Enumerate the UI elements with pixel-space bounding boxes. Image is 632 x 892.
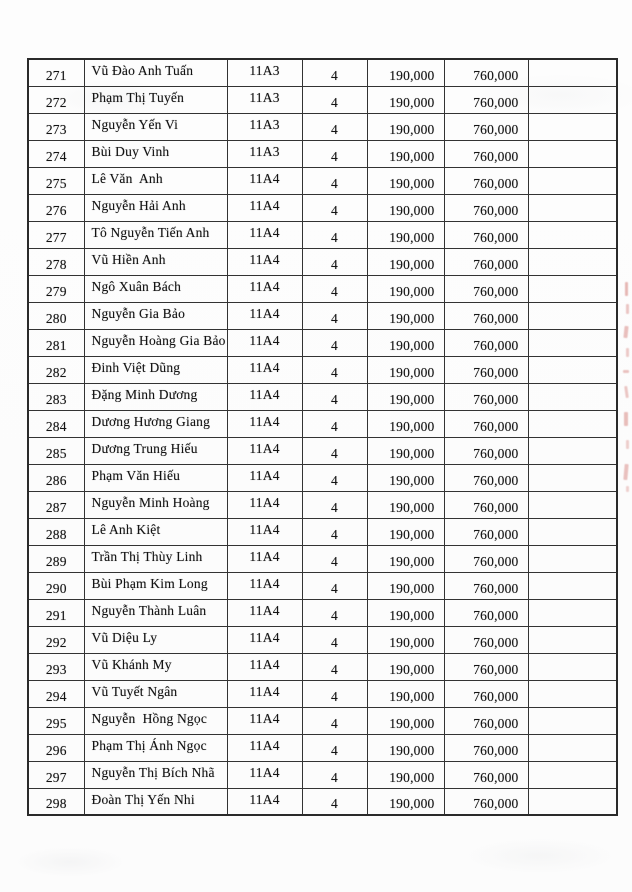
table-row [28,734,617,761]
class-cell: 11A4 [227,464,302,491]
table-row [28,221,617,248]
table-row [28,491,617,518]
fee-table [27,58,618,816]
class-cell: 11A4 [227,653,302,680]
note-cell [528,437,617,464]
red-bleed-mark [626,486,629,492]
table-row [28,275,617,302]
class-cell: 11A3 [227,59,302,86]
row-number-cell: 276 [28,194,84,221]
row-number-cell: 271 [28,59,84,86]
table-row [28,788,617,815]
note-cell [528,464,617,491]
row-number-cell: 293 [28,653,84,680]
row-number-cell: 285 [28,437,84,464]
table-row [28,113,617,140]
student-name-cell: Lê Văn Anh [84,167,227,194]
student-name-cell: Vũ Diệu Ly [84,626,227,653]
class-cell: 11A4 [227,545,302,572]
table-row [28,302,617,329]
quantity-cell: 4 [302,599,367,626]
total-amount-cell: 760,000 [444,86,528,113]
red-ink-bleed-through [621,282,632,492]
unit-amount-cell: 190,000 [367,707,444,734]
quantity-cell: 4 [302,140,367,167]
row-number-cell: 284 [28,410,84,437]
class-cell: 11A3 [227,86,302,113]
quantity-cell: 4 [302,275,367,302]
note-cell [528,788,617,815]
row-number-cell: 287 [28,491,84,518]
student-name-cell: Vũ Hiền Anh [84,248,227,275]
table-row [28,86,617,113]
red-bleed-mark [626,440,629,449]
total-amount-cell: 760,000 [444,761,528,788]
unit-amount-cell: 190,000 [367,329,444,356]
table-row [28,59,617,86]
class-cell: 11A4 [227,302,302,329]
quantity-cell: 4 [302,167,367,194]
red-bleed-mark [626,304,629,314]
quantity-cell: 4 [302,329,367,356]
quantity-cell: 4 [302,302,367,329]
table-row [28,383,617,410]
class-cell: 11A4 [227,761,302,788]
total-amount-cell: 760,000 [444,167,528,194]
note-cell [528,248,617,275]
class-cell: 11A4 [227,680,302,707]
class-cell: 11A3 [227,113,302,140]
row-number-cell: 298 [28,788,84,815]
quantity-cell: 4 [302,194,367,221]
row-number-cell: 283 [28,383,84,410]
fee-table-container [27,58,616,814]
note-cell [528,356,617,383]
row-number-cell: 295 [28,707,84,734]
quantity-cell: 4 [302,437,367,464]
total-amount-cell: 760,000 [444,59,528,86]
student-name-cell: Phạm Thị Ánh Ngọc [84,734,227,761]
table-row [28,518,617,545]
class-cell: 11A4 [227,329,302,356]
quantity-cell: 4 [302,626,367,653]
row-number-cell: 291 [28,599,84,626]
total-amount-cell: 760,000 [444,626,528,653]
student-name-cell: Nguyễn Hải Anh [84,194,227,221]
unit-amount-cell: 190,000 [367,761,444,788]
class-cell: 11A4 [227,194,302,221]
total-amount-cell: 760,000 [444,275,528,302]
note-cell [528,680,617,707]
total-amount-cell: 760,000 [444,680,528,707]
student-name-cell: Đặng Minh Dương [84,383,227,410]
row-number-cell: 281 [28,329,84,356]
student-name-cell: Nguyễn Hoàng Gia Bảo [84,329,227,356]
quantity-cell: 4 [302,113,367,140]
row-number-cell: 282 [28,356,84,383]
note-cell [528,410,617,437]
red-bleed-mark [624,386,629,398]
total-amount-cell: 760,000 [444,356,528,383]
note-cell [528,626,617,653]
unit-amount-cell: 190,000 [367,437,444,464]
student-name-cell: Lê Anh Kiệt [84,518,227,545]
unit-amount-cell: 190,000 [367,140,444,167]
student-name-cell: Vũ Đào Anh Tuấn [84,59,227,86]
row-number-cell: 297 [28,761,84,788]
red-bleed-mark [624,412,628,426]
note-cell [528,707,617,734]
student-name-cell: Đoàn Thị Yến Nhi [84,788,227,815]
class-cell: 11A4 [227,221,302,248]
quantity-cell: 4 [302,248,367,275]
quantity-cell: 4 [302,518,367,545]
row-number-cell: 273 [28,113,84,140]
unit-amount-cell: 190,000 [367,653,444,680]
total-amount-cell: 760,000 [444,788,528,815]
unit-amount-cell: 190,000 [367,194,444,221]
note-cell [528,518,617,545]
unit-amount-cell: 190,000 [367,626,444,653]
unit-amount-cell: 190,000 [367,167,444,194]
table-row [28,356,617,383]
row-number-cell: 275 [28,167,84,194]
total-amount-cell: 760,000 [444,491,528,518]
note-cell [528,194,617,221]
total-amount-cell: 760,000 [444,383,528,410]
total-amount-cell: 760,000 [444,140,528,167]
total-amount-cell: 760,000 [444,734,528,761]
student-name-cell: Ngô Xuân Bách [84,275,227,302]
quantity-cell: 4 [302,221,367,248]
row-number-cell: 296 [28,734,84,761]
class-cell: 11A4 [227,788,302,815]
note-cell [528,491,617,518]
note-cell [528,545,617,572]
student-name-cell: Nguyễn Gia Bảo [84,302,227,329]
class-cell: 11A4 [227,410,302,437]
student-name-cell: Vũ Khánh My [84,653,227,680]
total-amount-cell: 760,000 [444,653,528,680]
row-number-cell: 292 [28,626,84,653]
class-cell: 11A4 [227,383,302,410]
note-cell [528,113,617,140]
note-cell [528,599,617,626]
table-row [28,140,617,167]
class-cell: 11A4 [227,626,302,653]
student-name-cell: Phạm Văn Hiếu [84,464,227,491]
note-cell [528,275,617,302]
quantity-cell: 4 [302,410,367,437]
unit-amount-cell: 190,000 [367,410,444,437]
quantity-cell: 4 [302,491,367,518]
unit-amount-cell: 190,000 [367,545,444,572]
student-name-cell: Dương Trung Hiếu [84,437,227,464]
quantity-cell: 4 [302,734,367,761]
table-row [28,572,617,599]
total-amount-cell: 760,000 [444,518,528,545]
class-cell: 11A4 [227,572,302,599]
row-number-cell: 278 [28,248,84,275]
table-row [28,599,617,626]
class-cell: 11A4 [227,167,302,194]
red-bleed-mark [623,326,628,338]
student-name-cell: Nguyễn Minh Hoàng [84,491,227,518]
quantity-cell: 4 [302,545,367,572]
note-cell [528,653,617,680]
total-amount-cell: 760,000 [444,572,528,599]
note-cell [528,302,617,329]
table-row [28,761,617,788]
unit-amount-cell: 190,000 [367,302,444,329]
student-name-cell: Nguyễn Thành Luân [84,599,227,626]
student-name-cell: Nguyễn Hồng Ngọc [84,707,227,734]
quantity-cell: 4 [302,59,367,86]
student-name-cell: Đinh Việt Dũng [84,356,227,383]
row-number-cell: 272 [28,86,84,113]
table-row [28,248,617,275]
total-amount-cell: 760,000 [444,194,528,221]
student-name-cell: Dương Hương Giang [84,410,227,437]
note-cell [528,167,617,194]
row-number-cell: 279 [28,275,84,302]
note-cell [528,59,617,86]
quantity-cell: 4 [302,572,367,599]
unit-amount-cell: 190,000 [367,599,444,626]
student-name-cell: Nguyễn Yến Vi [84,113,227,140]
table-row [28,545,617,572]
quantity-cell: 4 [302,86,367,113]
table-row [28,194,617,221]
unit-amount-cell: 190,000 [367,275,444,302]
table-row [28,437,617,464]
total-amount-cell: 760,000 [444,545,528,572]
table-row [28,626,617,653]
table-body [28,59,617,815]
class-cell: 11A3 [227,140,302,167]
quantity-cell: 4 [302,788,367,815]
class-cell: 11A4 [227,599,302,626]
red-bleed-mark [626,348,629,357]
total-amount-cell: 760,000 [444,248,528,275]
red-bleed-mark [623,464,628,480]
row-number-cell: 289 [28,545,84,572]
total-amount-cell: 760,000 [444,464,528,491]
student-name-cell: Nguyễn Thị Bích Nhã [84,761,227,788]
total-amount-cell: 760,000 [444,329,528,356]
row-number-cell: 290 [28,572,84,599]
quantity-cell: 4 [302,653,367,680]
unit-amount-cell: 190,000 [367,383,444,410]
student-name-cell: Vũ Tuyết Ngân [84,680,227,707]
quantity-cell: 4 [302,464,367,491]
unit-amount-cell: 190,000 [367,518,444,545]
student-name-cell: Bùi Duy Vinh [84,140,227,167]
unit-amount-cell: 190,000 [367,59,444,86]
total-amount-cell: 760,000 [444,113,528,140]
total-amount-cell: 760,000 [444,437,528,464]
total-amount-cell: 760,000 [444,221,528,248]
total-amount-cell: 760,000 [444,302,528,329]
quantity-cell: 4 [302,356,367,383]
table-row [28,680,617,707]
class-cell: 11A4 [227,248,302,275]
class-cell: 11A4 [227,275,302,302]
row-number-cell: 286 [28,464,84,491]
note-cell [528,86,617,113]
total-amount-cell: 760,000 [444,410,528,437]
note-cell [528,734,617,761]
note-cell [528,140,617,167]
table-row [28,329,617,356]
unit-amount-cell: 190,000 [367,356,444,383]
unit-amount-cell: 190,000 [367,572,444,599]
quantity-cell: 4 [302,383,367,410]
unit-amount-cell: 190,000 [367,491,444,518]
unit-amount-cell: 190,000 [367,86,444,113]
unit-amount-cell: 190,000 [367,680,444,707]
table-row [28,410,617,437]
note-cell [528,383,617,410]
note-cell [528,572,617,599]
class-cell: 11A4 [227,518,302,545]
class-cell: 11A4 [227,734,302,761]
student-name-cell: Phạm Thị Tuyến [84,86,227,113]
table-row [28,464,617,491]
note-cell [528,329,617,356]
unit-amount-cell: 190,000 [367,464,444,491]
class-cell: 11A4 [227,491,302,518]
total-amount-cell: 760,000 [444,707,528,734]
row-number-cell: 288 [28,518,84,545]
row-number-cell: 274 [28,140,84,167]
class-cell: 11A4 [227,437,302,464]
student-name-cell: Bùi Phạm Kim Long [84,572,227,599]
class-cell: 11A4 [227,707,302,734]
unit-amount-cell: 190,000 [367,248,444,275]
class-cell: 11A4 [227,356,302,383]
row-number-cell: 294 [28,680,84,707]
unit-amount-cell: 190,000 [367,113,444,140]
quantity-cell: 4 [302,707,367,734]
unit-amount-cell: 190,000 [367,788,444,815]
table-row [28,167,617,194]
red-bleed-mark [625,282,628,296]
student-name-cell: Trần Thị Thùy Linh [84,545,227,572]
total-amount-cell: 760,000 [444,599,528,626]
table-row [28,707,617,734]
red-bleed-mark [623,370,629,373]
quantity-cell: 4 [302,680,367,707]
unit-amount-cell: 190,000 [367,734,444,761]
unit-amount-cell: 190,000 [367,221,444,248]
note-cell [528,761,617,788]
row-number-cell: 280 [28,302,84,329]
quantity-cell: 4 [302,761,367,788]
student-name-cell: Tô Nguyễn Tiến Anh [84,221,227,248]
row-number-cell: 277 [28,221,84,248]
table-row [28,653,617,680]
note-cell [528,221,617,248]
